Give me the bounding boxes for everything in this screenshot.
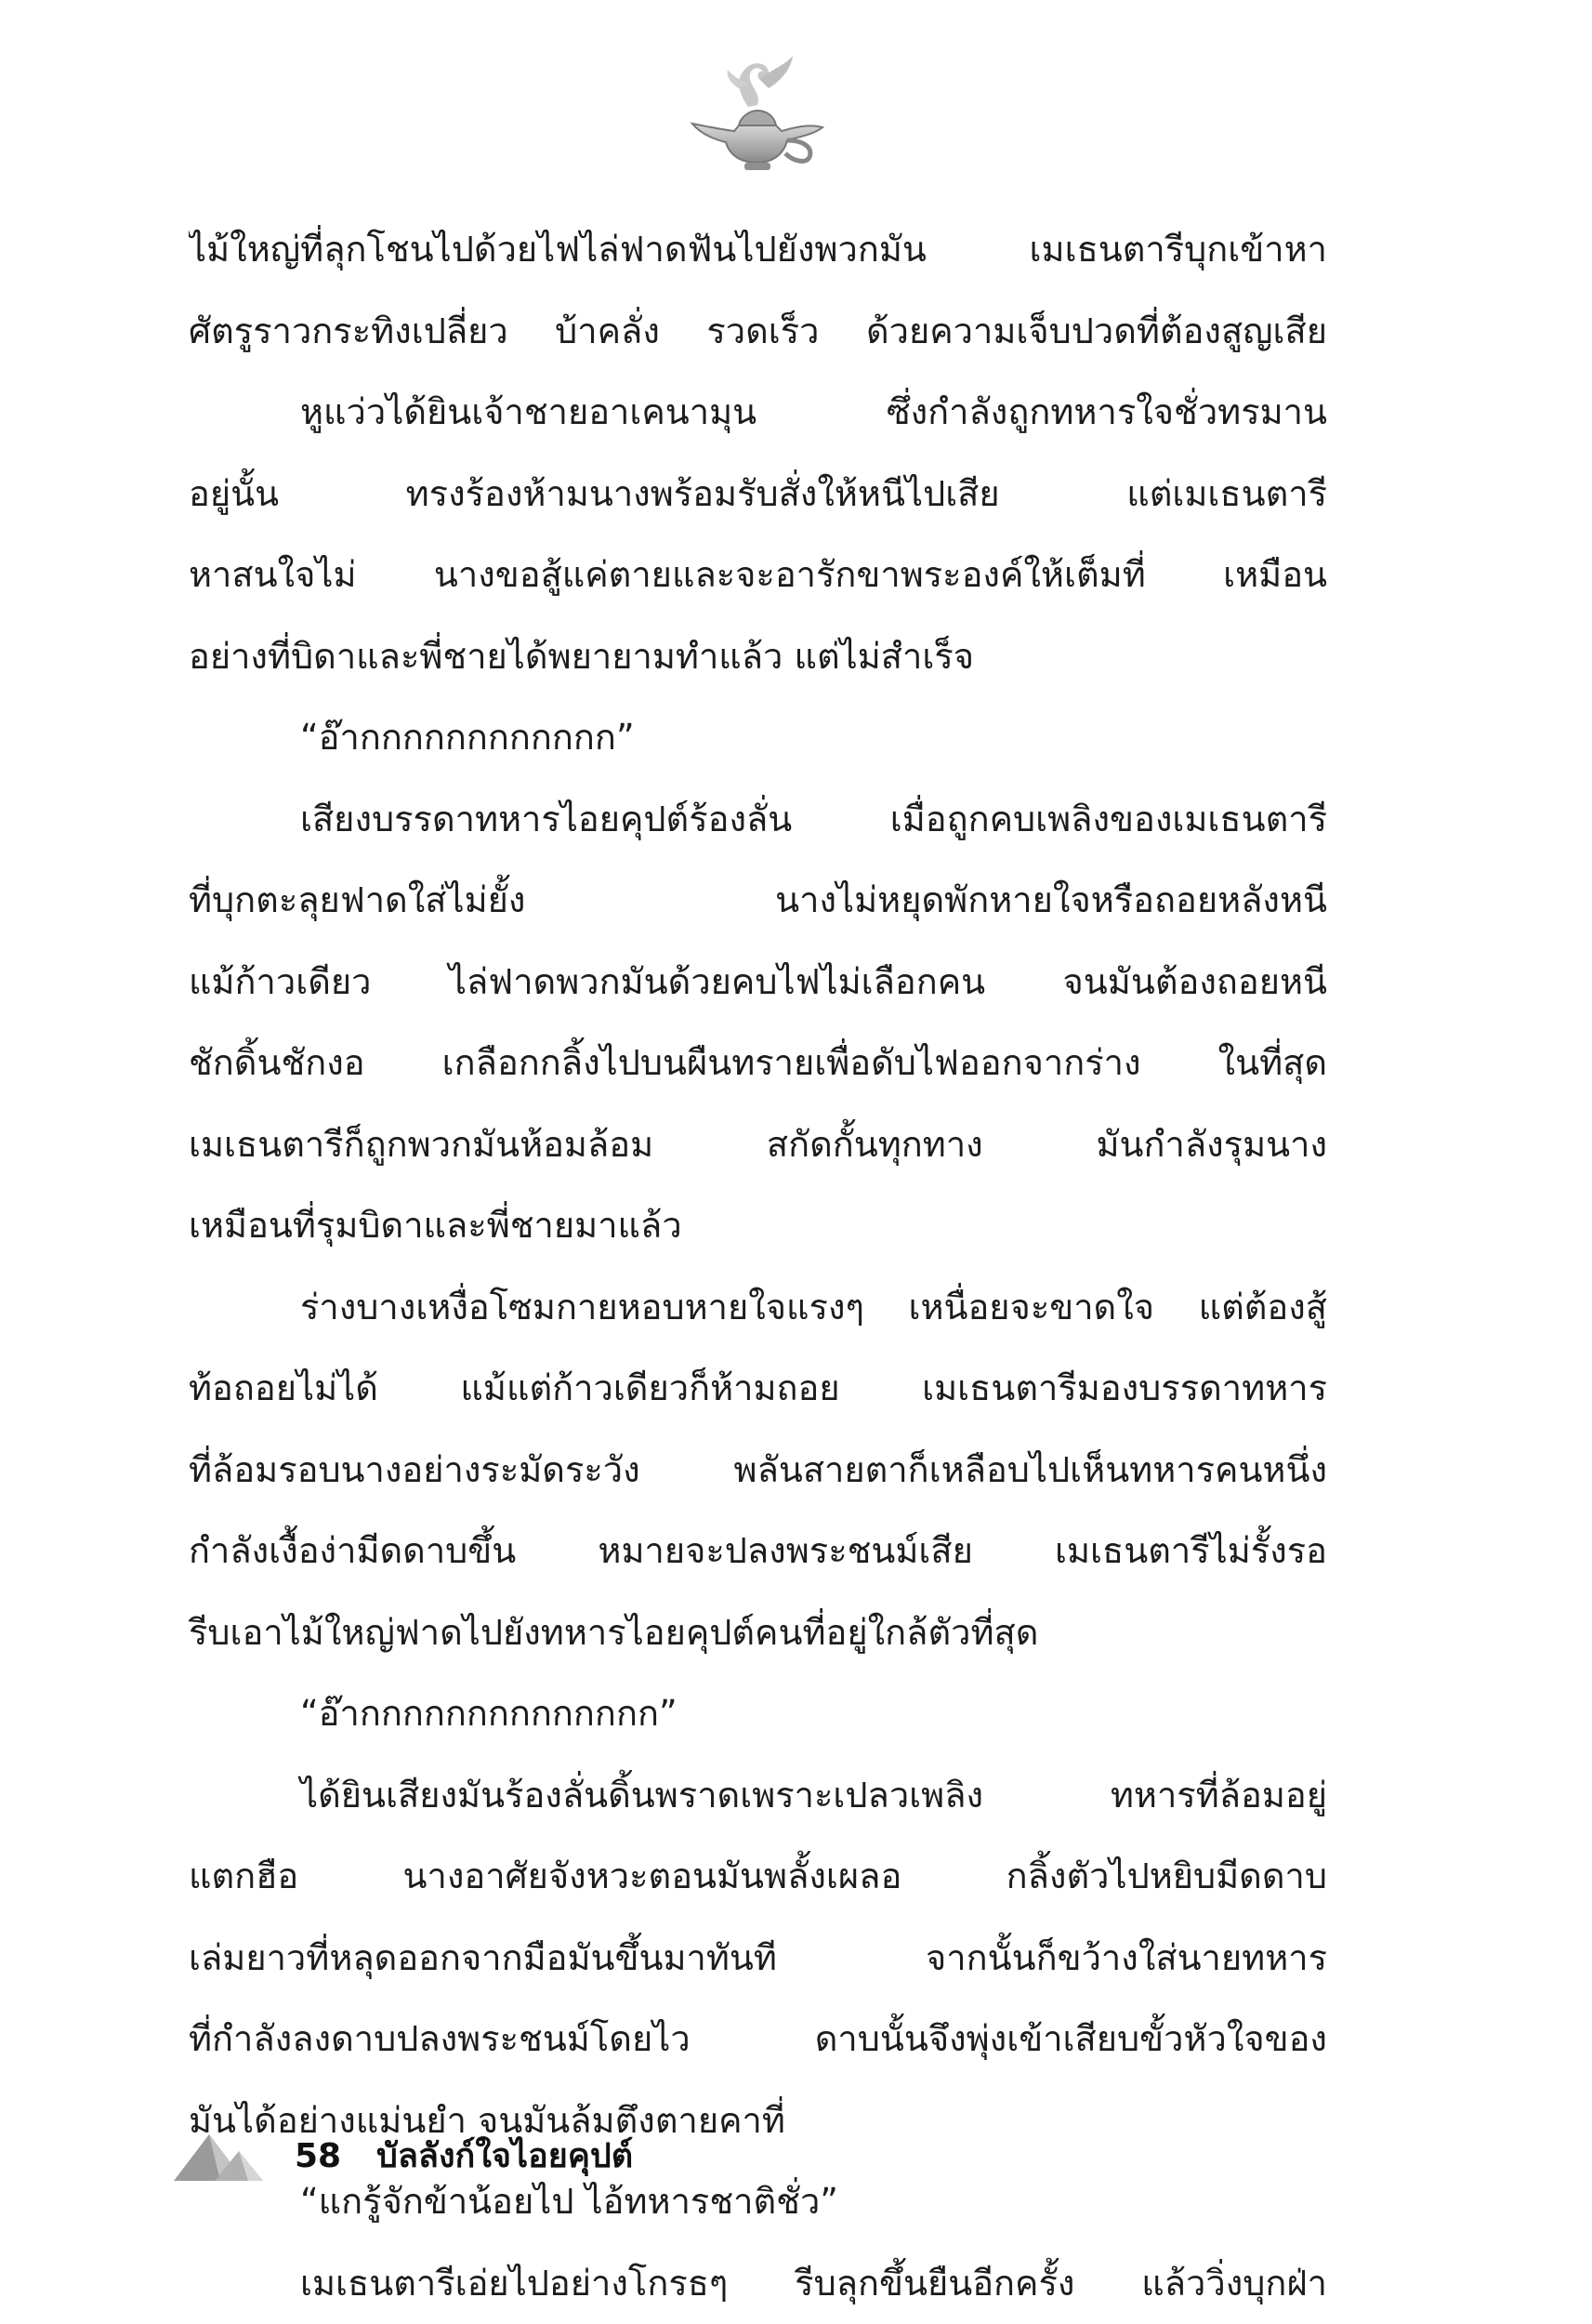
text-line: ไม้ใหญ่ที่ลุกโชนไปด้วยไฟไล่ฟาดฟันไปยังพวกมัน เมเธนตารีบุกเข้าหา xyxy=(189,209,1327,291)
text-line: “แกรู้จักข้าน้อยไป ไอ้ทหารชาติชั่ว” xyxy=(189,2161,1327,2243)
text-line: หาสนใจไม่ นางขอสู้แค่ตายและจะอารักขาพระองค์ให้เต็มที่ เหมือน xyxy=(189,535,1327,616)
text-line: ชักดิ้นชักงอ เกลือกกลิ้งไปบนผืนทรายเพื่อดับไฟออกจากร่าง ในที่สุด xyxy=(189,1023,1327,1104)
pyramid-icon xyxy=(172,2131,265,2183)
text-line: กำลังเงื้อง่ามีดดาบขึ้น หมายจะปลงพระชนม์เสีย เมเธนตารีไม่รั้งรอ xyxy=(189,1511,1327,1592)
page-footer xyxy=(172,2129,915,2203)
text-line: อยู่นั้น ทรงร้องห้ามนางพร้อมรับสั่งให้หนีไปเสีย แต่เมเธนตารี xyxy=(189,454,1327,535)
text-line: มันได้อย่างแม่นยำ จนมันล้มตึงตายคาที่ xyxy=(189,2080,1327,2162)
text-line: อย่างที่บิดาและพี่ชายได้พยายามทำแล้ว แต่ไม่สำเร็จ xyxy=(189,616,1327,698)
text-line: ที่กำลังลงดาบปลงพระชนม์โดยไว ดาบนั้นจึงพุ่งเข้าเสียบขั้วหัวใจของ xyxy=(189,1999,1327,2080)
text-line: ร่างบางเหงื่อโซมกายหอบหายใจแรงๆ เหนื่อยจะขาดใจ แต่ต้องสู้ xyxy=(189,1267,1327,1349)
genie-lamp-icon xyxy=(683,51,832,181)
text-line: แม้ก้าวเดียว ไล่ฟาดพวกมันด้วยคบไฟไม่เลือกคน จนมันต้องถอยหนี xyxy=(189,942,1327,1023)
text-line: เล่มยาวที่หลุดออกจากมือมันขึ้นมาทันที จากนั้นก็ขว้างใส่นายทหาร xyxy=(189,1918,1327,2000)
text-line: ที่ล้อมรอบนางอย่างระมัดระวัง พลันสายตาก็เหลือบไปเห็นทหารคนหนึ่ง xyxy=(189,1430,1327,1512)
text-line: รีบเอาไม้ใหญ่ฟาดไปยังทหารไอยคุปต์คนที่อยู่ใกล้ตัวที่สุด xyxy=(189,1592,1327,1674)
text-line: “อ๊ากกกกกกกกกกกกกก” xyxy=(189,1673,1327,1755)
book-title: บัลลังก์ใจไอยคุปต์ xyxy=(376,2129,633,2185)
text-line: “อ๊ากกกกกกกกกกกก” xyxy=(189,697,1327,779)
text-line: หูแว่วได้ยินเจ้าชายอาเคนามุน ซึ่งกำลังถูกทหารใจชั่วทรมาน xyxy=(189,372,1327,454)
text-line: ศัตรูราวกระทิงเปลี่ยว บ้าคลั่ง รวดเร็ว ด้วยความเจ็บปวดที่ต้องสูญเสีย xyxy=(189,291,1327,373)
text-line: ได้ยินเสียงมันร้องลั่นดิ้นพราดเพราะเปลวเพลิง ทหารที่ล้อมอยู่ xyxy=(189,1755,1327,1837)
text-line: เสียงบรรดาทหารไอยคุปต์ร้องลั่น เมื่อถูกคบเพลิงของเมเธนตารี xyxy=(189,779,1327,861)
text-line: ท้อถอยไม่ได้ แม้แต่ก้าวเดียวก็ห้ามถอย เมเธนตารีมองบรรดาทหาร xyxy=(189,1348,1327,1430)
body-text xyxy=(189,209,1327,2324)
page-number: 58 xyxy=(295,2129,341,2185)
text-line: เหมือนที่รุมบิดาและพี่ชายมาแล้ว xyxy=(189,1185,1327,1267)
text-line: เมเธนตารีก็ถูกพวกมันห้อมล้อม สกัดกั้นทุกทาง มันกำลังรุมนาง xyxy=(189,1104,1327,1186)
text-line: เมเธนตารีเอ่ยไปอย่างโกรธๆ รีบลุกขึ้นยืนอีกครั้ง แล้ววิ่งบุกฝ่า xyxy=(189,2243,1327,2324)
text-line: ที่บุกตะลุยฟาดใส่ไม่ยั้ง นางไม่หยุดพักหายใจหรือถอยหลังหนี xyxy=(189,860,1327,942)
text-line: แตกฮือ นางอาศัยจังหวะตอนมันพลั้งเผลอ กลิ้งตัวไปหยิบมีดดาบ xyxy=(189,1836,1327,1918)
